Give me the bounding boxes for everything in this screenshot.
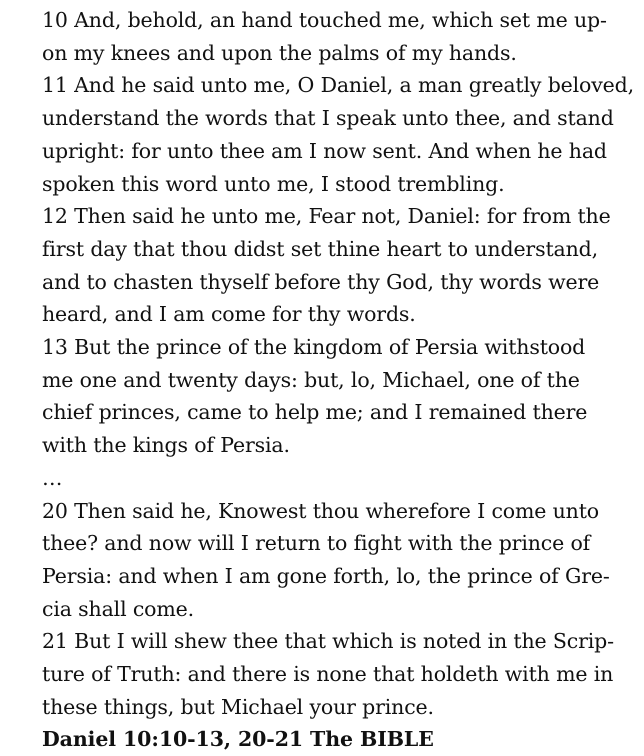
- text-line: cia shall come.: [42, 596, 195, 621]
- scripture-passage: [42, 4, 632, 756]
- text-line: and to chasten thyself before thy God, thy words were: [42, 269, 600, 294]
- text-line: first day that thou didst set thine heart to understand,: [42, 236, 599, 261]
- text-line: understand the words that I speak unto thee, and stand: [42, 106, 614, 131]
- citation: Daniel 10:10-13, 20-21 The BIBLE: [42, 727, 434, 752]
- text-line: 11 And he said unto me, O Daniel, a man greatly beloved,: [42, 73, 634, 98]
- text-line: 12 Then said he unto me, Fear not, Daniel: for from the: [42, 204, 611, 229]
- text-line: Persia: and when I am gone forth, lo, the prince of Gre-: [42, 563, 610, 588]
- text-line: 13 But the prince of the kingdom of Persia withstood: [42, 335, 586, 360]
- text-line: ture of Truth: and there is none that holdeth with me in: [42, 662, 614, 687]
- ellipsis: …: [42, 465, 63, 490]
- text-line: me one and twenty days: but, lo, Michael, one of the: [42, 367, 580, 392]
- text-line: spoken this word unto me, I stood trembling.: [42, 171, 505, 196]
- text-line: 20 Then said he, Knowest thou wherefore I come unto: [42, 498, 600, 523]
- text-line: 10 And, behold, an hand touched me, which set me up-: [42, 8, 607, 32]
- text-line: 21 But I will shew thee that which is noted in the Scrip-: [42, 629, 614, 654]
- text-line: thee? and now will I return to fight with the prince of: [42, 531, 591, 556]
- text-line: these things, but Michael your prince.: [42, 694, 434, 719]
- text-line: heard, and I am come for thy words.: [42, 302, 416, 327]
- text-line: chief princes, came to help me; and I remained there: [42, 400, 588, 425]
- text-line: with the kings of Persia.: [42, 433, 290, 458]
- text-line: upright: for unto thee am I now sent. And when he had: [42, 138, 607, 163]
- text-line: on my knees and upon the palms of my hands.: [42, 40, 517, 65]
